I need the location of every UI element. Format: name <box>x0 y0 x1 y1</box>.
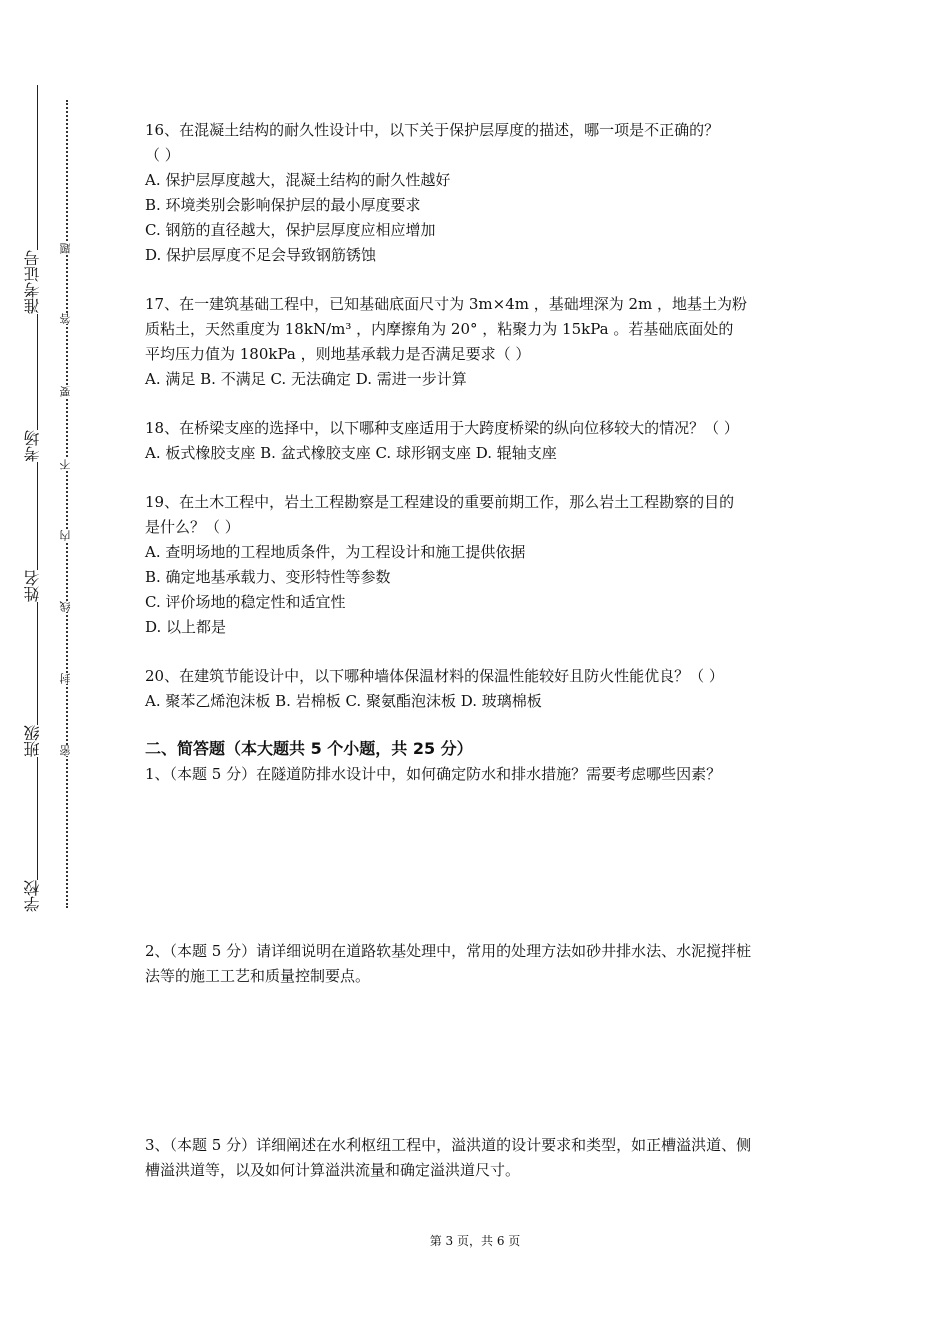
exam-content <box>145 118 815 1183</box>
option-list: A. 聚苯乙烯泡沫板 B. 岩棉板 C. 聚氨酯泡沫板 D. 玻璃棉板 <box>145 692 542 710</box>
field-exam-room-label: 考场 <box>23 430 42 462</box>
field-exam-id-label: 准考证号 <box>23 250 42 314</box>
question-stem: 18、在桥梁支座的选择中，以下哪种支座适用于大跨度桥梁的纵向位移较大的情况？（ ） <box>145 419 739 437</box>
seal-char: 封 <box>59 673 72 684</box>
question-17 <box>145 292 815 392</box>
short-answer-prompt: 1、（本题 5 分）在隧道防排水设计中，如何确定防水和排水措施？需要考虑哪些因素？ <box>145 765 722 783</box>
short-answer-prompt: 3、（本题 5 分）详细阐述在水利枢纽工程中，溢洪道的设计要求和类型，如正槽溢洪道、侧 <box>145 1136 752 1154</box>
option-list: A. 满足 B. 不满足 C. 无法确定 D. 需进一步计算 <box>145 370 467 388</box>
short-answer-prompt: 槽溢洪道等，以及如何计算溢洪流量和确定溢洪道尺寸。 <box>145 1161 521 1179</box>
seal-dotted-line <box>66 100 68 908</box>
question-stem: 17、在一建筑基础工程中，已知基础底面尺寸为 3m×4m ，基础埋深为 2m ，地基土为粉 <box>145 295 748 313</box>
field-school-label: 学校 <box>23 880 42 912</box>
seal-char: 不 <box>59 459 72 470</box>
seal-char: 要 <box>59 386 72 397</box>
option-c: C. 钢筋的直径越大，保护层厚度应相应增加 <box>145 221 436 239</box>
seal-char: 密 <box>59 745 72 756</box>
question-stem: 20、在建筑节能设计中，以下哪种墙体保温材料的保温性能较好且防火性能优良？（ ） <box>145 667 724 685</box>
question-20 <box>145 664 815 714</box>
short-answer-prompt: 法等的施工工艺和质量控制要点。 <box>145 967 371 985</box>
option-c: C. 评价场地的稳定性和适宜性 <box>145 593 346 611</box>
page-number: 第 3 页，共 6 页 <box>429 1234 521 1248</box>
seal-char: 线 <box>59 601 72 612</box>
field-name-label: 姓名 <box>23 570 42 602</box>
short-answer-3 <box>145 1133 815 1183</box>
question-18 <box>145 416 815 466</box>
option-list: A. 板式橡胶支座 B. 盆式橡胶支座 C. 球形钢支座 D. 辊轴支座 <box>145 444 557 462</box>
question-stem: 19、在土木工程中，岩土工程勘察是工程建设的重要前期工作，那么岩土工程勘察的目的 <box>145 493 735 511</box>
section-title: 二、简答题（本大题共 5 个小题，共 25 分） <box>145 739 473 758</box>
short-answer-prompt: 2、（本题 5 分）请详细说明在道路软基处理中，常用的处理方法如砂井排水法、水泥搅拌桩 <box>145 942 752 960</box>
short-answer-1 <box>145 762 815 787</box>
question-stem: 是什么？（ ） <box>145 518 240 536</box>
seal-char: 答 <box>59 313 72 324</box>
binding-line <box>37 85 38 905</box>
option-b: B. 环境类别会影响保护层的最小厚度要求 <box>145 196 421 214</box>
option-b: B. 确定地基承载力、变形特性等参数 <box>145 568 391 586</box>
question-stem: 平均压力值为 180kPa ，则地基承载力是否满足要求（ ） <box>145 345 531 363</box>
option-d: D. 以上都是 <box>145 618 227 636</box>
seal-char: 内 <box>59 530 72 541</box>
option-d: D. 保护层厚度不足会导致钢筋锈蚀 <box>145 246 377 264</box>
answer-space[interactable] <box>145 989 815 1133</box>
question-stem: 质粘土，天然重度为 18kN/m³ ，内摩擦角为 20° ，粘聚力为 15kPa 。若基础底面处的 <box>145 320 734 338</box>
binding-margin <box>0 0 100 1344</box>
short-answer-2 <box>145 939 815 989</box>
seal-char: 题 <box>59 243 72 254</box>
question-16 <box>145 118 815 268</box>
option-a: A. 保护层厚度越大，混凝土结构的耐久性越好 <box>145 171 451 189</box>
answer-space[interactable] <box>145 787 815 939</box>
answer-blank: （ ） <box>145 146 180 164</box>
option-a: A. 查明场地的工程地质条件，为工程设计和施工提供依据 <box>145 543 526 561</box>
question-19 <box>145 490 815 640</box>
question-stem: 16、在混凝土结构的耐久性设计中，以下关于保护层厚度的描述，哪一项是不正确的？ <box>145 121 720 139</box>
field-class-label: 班级 <box>23 725 42 757</box>
